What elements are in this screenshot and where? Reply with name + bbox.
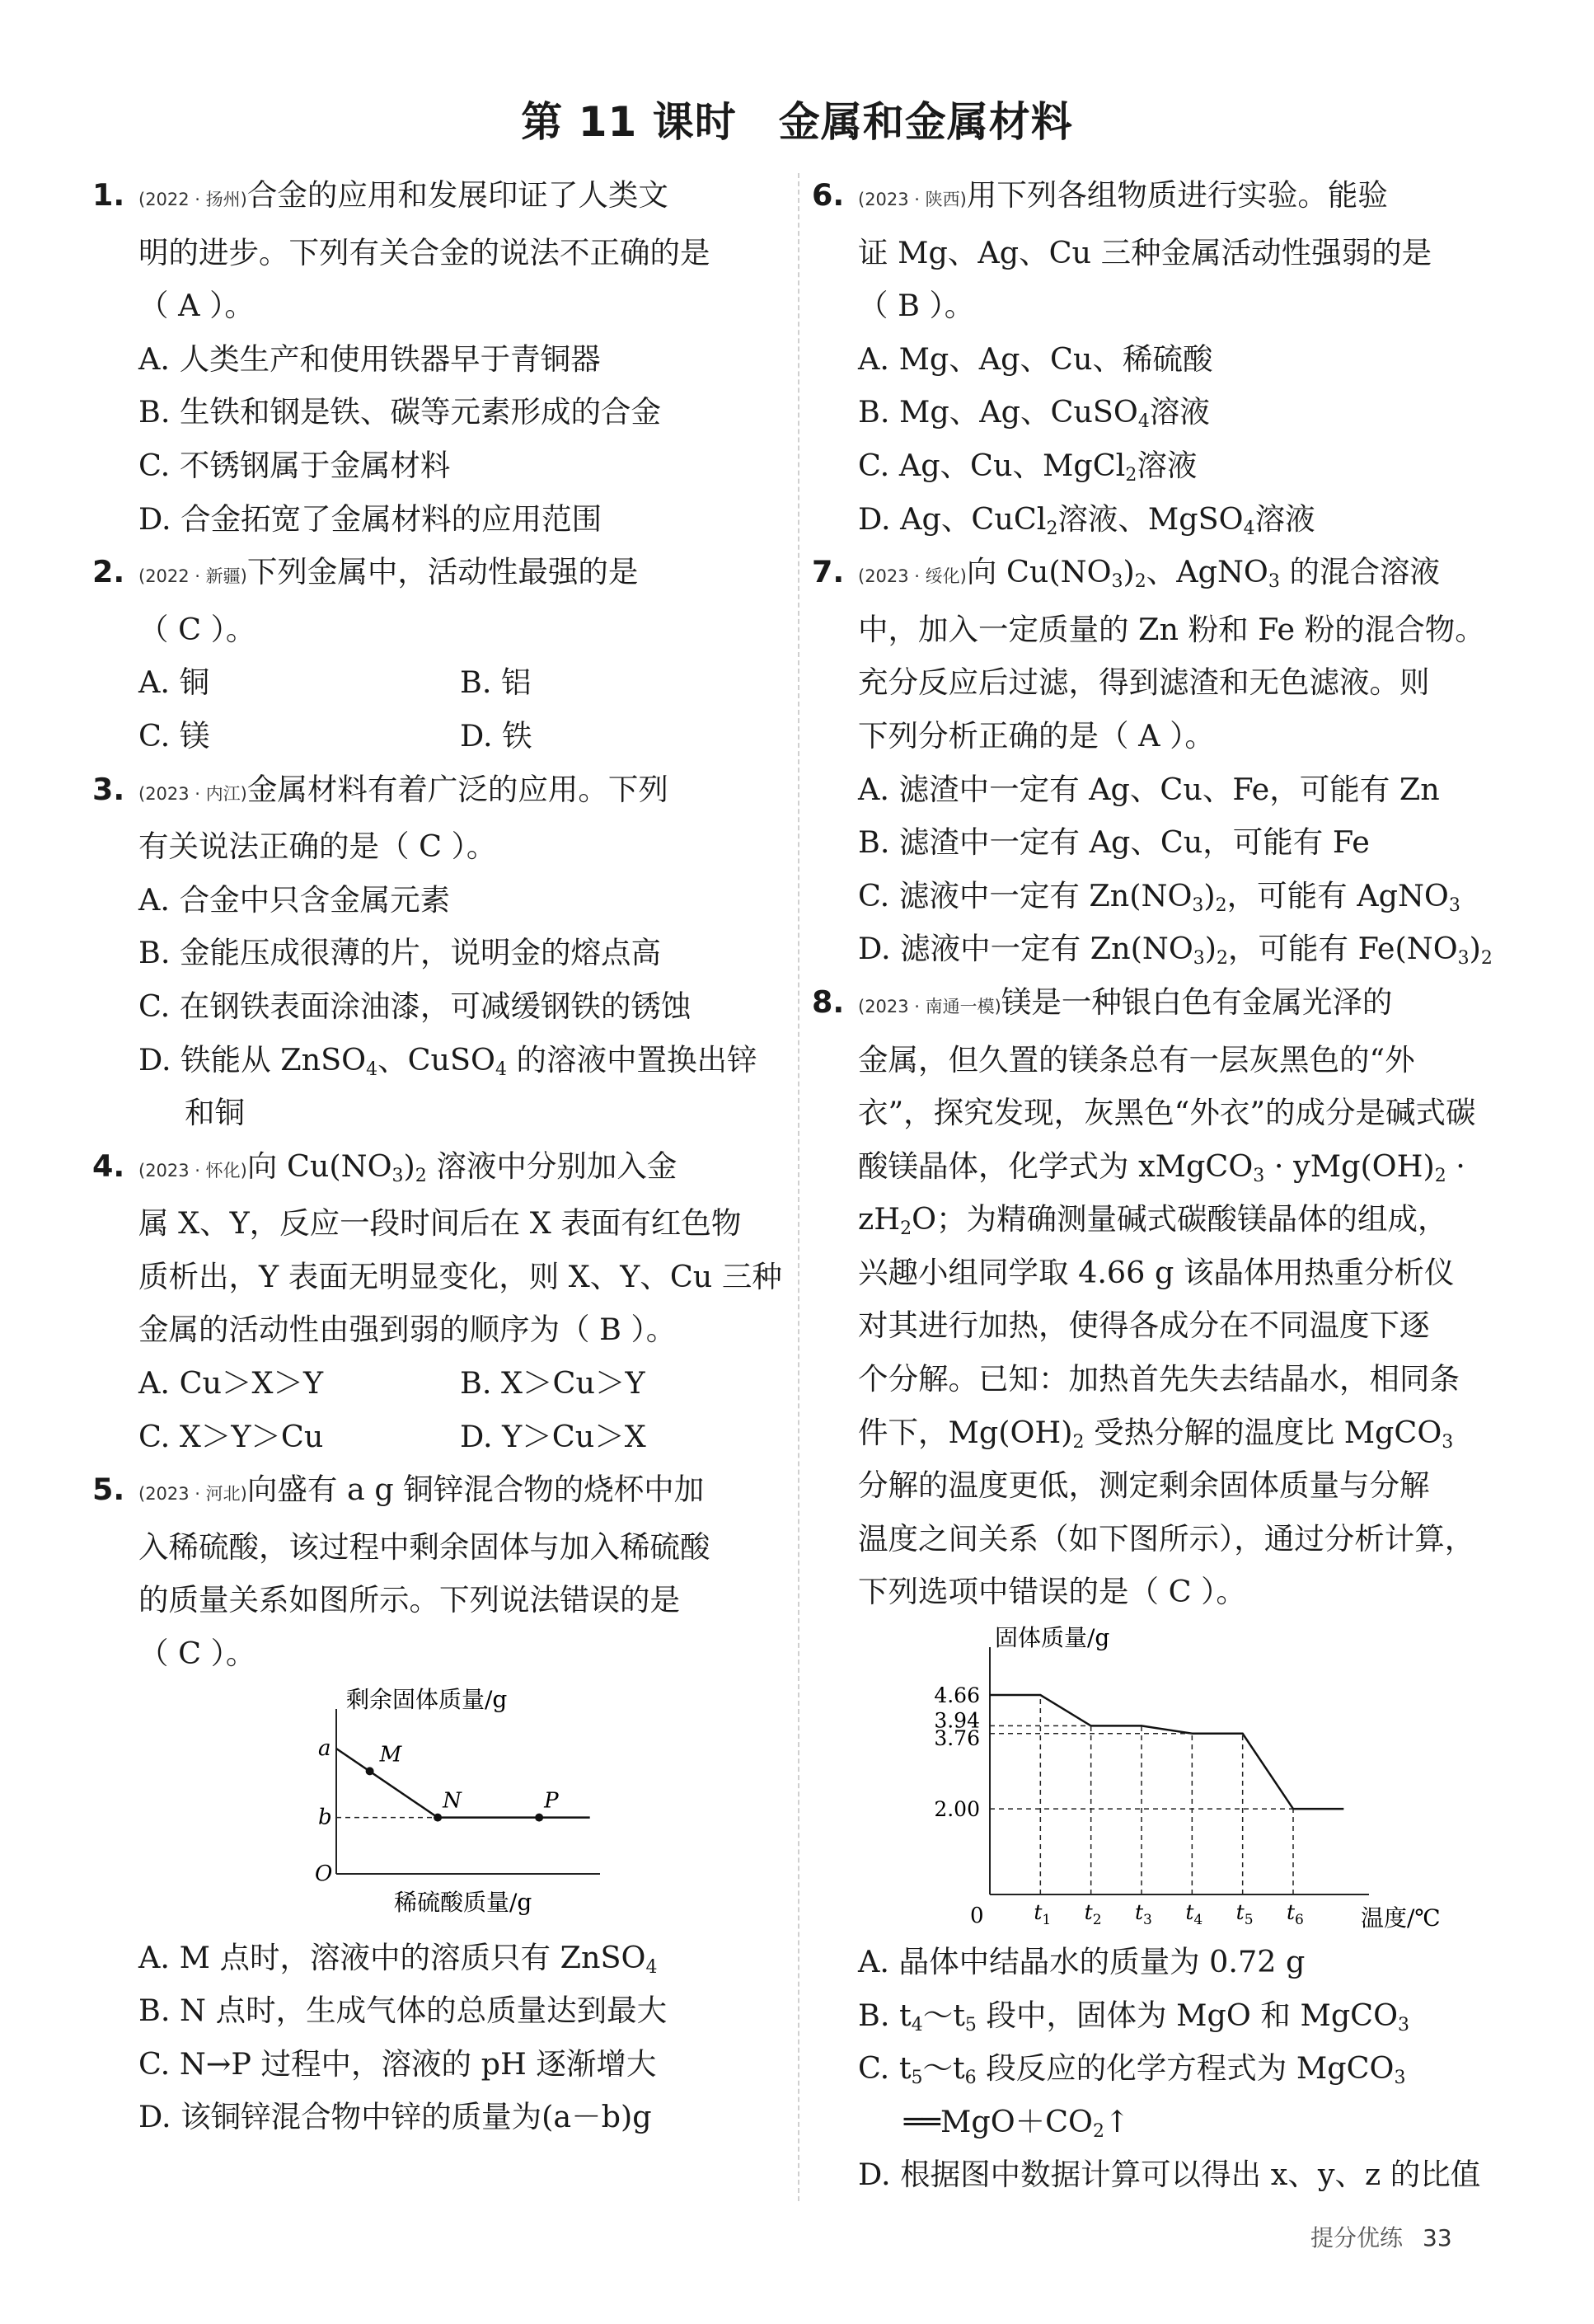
option-c: C. Ag、Cu、MgCl$_2$溶液 [858,447,1198,486]
option-c: C. $t_5\sim t_6$ 段反应的化学方程式为 MgCO$_3$ [858,2050,1406,2089]
option-b: B. N 点时，生成气体的总质量达到最大 [138,1993,668,2029]
page-footer [1310,2220,1452,2253]
question-stem: 衣”，探究发现，灰黑色“外衣”的成分是碱式碳 [858,1095,1476,1131]
question-stem: 用下列各组物质进行实验。能验 [966,177,1388,213]
question-stem: 下列金属中，活动性最强的是 [246,554,639,590]
question-6 [812,169,1512,546]
question-stem: 证 Mg、Ag、Cu 三种金属活动性强弱的是 [858,234,1432,270]
option-a: A. Mg、Ag、Cu、稀硫酸 [858,340,1213,377]
question-1 [92,169,785,546]
data-point [366,1767,374,1775]
y-tick-label: 2.00 [934,1797,980,1822]
option-d: D. 铁能从 ZnSO$_4$、CuSO$_4$ 的溶液中置换出锌 [138,1041,757,1080]
left-column [92,169,785,2144]
question-stem: 温度之间关系（如下图所示），通过分析计算， [858,1520,1475,1556]
question-source: (2023 · 怀化) [138,1160,247,1181]
question-stem: 向盛有 a g 铜锌混合物的烧杯中加 [246,1472,705,1508]
option-c: C. N→P 过程中，溶液的 pH 逐渐增大 [138,2045,657,2082]
question-stem: 质析出，Y 表面无明显变化，则 X、Y、Cu 三种 [138,1258,782,1294]
origin-label: 0 [970,1904,984,1929]
option-b: B. 金能压成很薄的片，说明金的熔点高 [138,935,662,971]
question-stem: 金属材料有着广泛的应用。下列 [246,771,668,807]
option-b: B. 铝 [460,664,532,701]
origin-label: O [315,1861,333,1886]
question-stem: 下列选项中错误的是（ C ）。 [858,1574,1246,1610]
question-stem: 分解的温度更低，测定剩余固体质量与分解 [858,1467,1430,1504]
y-axis-label: 剩余固体质量/g [346,1685,508,1713]
option-b: B. Mg、Ag、CuSO$_4$溶液 [858,394,1210,433]
question-stem: 的质量关系如图所示。下列说法错误的是 [138,1582,680,1618]
question-stem: 有关说法正确的是（ C ）。 [138,829,497,865]
question-stem: 个分解。已知：加热首先失去结晶水，相同条 [858,1361,1460,1397]
question-3 [92,763,785,1140]
column-divider [798,173,799,2201]
option-b: B. $t_4\sim t_5$ 段中，固体为 MgO 和 MgCO$_3$ [858,1997,1410,2035]
x-tick-label: $t_5$ [1235,1900,1254,1929]
y-tick-label: 3.94 [934,1708,980,1733]
question-stem: 兴趣小组同学取 4.66 g 该晶体用热重分析仪 [858,1254,1455,1290]
footer-label: 提分优练 [1310,2224,1404,2251]
y-tick-label: b [318,1805,332,1830]
question-stem: 合金的应用和发展印证了人类文 [246,177,668,213]
question-stem: 明的进步。下列有关合金的说法不正确的是 [138,234,710,270]
data-point [434,1813,442,1821]
option-d: D. 滤液中一定有 $Zn(NO_3)_2$，可能有 $Fe(NO_3)_2$ [858,931,1493,970]
option-d-continued: 和铜 [185,1095,245,1131]
option-a: A. 晶体中结晶水的质量为 0.72 g [858,1944,1306,1980]
option-c: C. 滤液中一定有 $Zn(NO_3)_2$，可能有 AgNO$_3$ [858,877,1460,916]
option-d: D. Y＞Cu＞X [460,1418,646,1454]
option-b: B. X＞Cu＞Y [460,1365,645,1401]
question-source: (2023 · 南通一模) [858,996,1001,1016]
mass-chart-2 [899,1622,1441,1936]
question-number: 2. [92,554,125,590]
question-4: 4. (2023 · 怀化)向 $Cu(NO_3)_2$ 溶液中分别加入金 属 X、Y，反应一段时间后在 X 表面有红色物 质析出，Y 表面无明显变化，则 X、Y、Cu 三种 金属的活动性由强到弱的顺序为（ B ）。 A. Cu＞X＞Y B. X＞Cu＞Y C. X＞Y＞Cu D. Y＞Cu＞X [92,1140,785,1464]
answer-blank: （ B ）。 [858,288,975,324]
option-d: D. Ag、CuCl$_2$溶液、MgSO$_4$溶液 [858,500,1315,539]
page-number: 33 [1423,2224,1452,2251]
page-title: 第 11 课时 金属和金属材料 [521,98,1073,146]
option-a: A. 人类生产和使用铁器早于青铜器 [138,340,601,377]
y-tick-label: a [318,1735,331,1761]
option-d: D. 根据图中数据计算可以得出 x、y、z 的比值 [858,2157,1481,2193]
option-b: B. 滤渣中一定有 Ag、Cu，可能有 Fe [858,824,1370,861]
question-number: 4. [92,1148,125,1184]
question-stem: 中，加入一定质量的 Zn 粉和 Fe 粉的混合物。 [858,611,1485,647]
option-b: B. 生铁和钢是铁、碳等元素形成的合金 [138,394,662,430]
answer-blank: （ C ）。 [138,611,256,647]
series-line [990,1695,1343,1809]
question-source: (2023 · 内江) [138,783,247,804]
x-tick-label: $t_6$ [1287,1900,1304,1929]
option-a: A. Cu＞X＞Y [138,1365,324,1401]
y-tick-label: 3.76 [934,1725,980,1750]
question-stem: 入稀硫酸，该过程中剩余固体与加入稀硫酸 [138,1528,710,1565]
x-tick-label: $t_4$ [1185,1900,1203,1929]
question-number: 5. [92,1472,125,1508]
option-c-continued: $══MgO+CO_2↑$ [904,2103,1130,2142]
question-source: (2023 · 河北) [138,1484,247,1505]
option-c: C. 不锈钢属于金属材料 [138,447,451,483]
question-stem: 镁是一种银白色有金属光泽的 [1001,984,1393,1020]
question-stem: 金属，但久置的镁条总有一层灰黑色的“外 [858,1041,1415,1077]
point-label: N [443,1788,462,1814]
option-a: A. M 点时，溶液中的溶质只有 ZnSO$_4$ [138,1939,658,1978]
y-axis-label: 固体质量/g [995,1624,1110,1652]
question-source: (2022 · 新疆) [138,566,247,587]
question-source: (2022 · 扬州) [138,190,247,209]
option-d: D. 合金拓宽了金属材料的应用范围 [138,500,602,537]
question-7: 7. (2023 · 绥化)向 $Cu(NO_3)_2$、AgNO$_3$ 的混合溶液 中，加入一定质量的 Zn 粉和 Fe 粉的混合物。 充分反应后过滤，得到滤渣和无色滤液。则 下列分析正确的是（ A ）。 A. 滤渣中一定有 Ag、Cu、Fe，可能有 Zn B. 滤渣中一定有 Ag、Cu，可能有 Fe C. 滤液中一定有 $Zn(NO_3)_2$，可能有 AgNO$_3$ D. 滤液中一定有 $Zn(NO_3)_2$，可能有 $Fe(NO_3)_2$ [812,546,1512,976]
question-stem: 下列分析正确的是（ A ）。 [858,717,1215,754]
answer-blank: （ C ）。 [138,1636,256,1672]
question-stem: $zH_2O$；为精确测量碱式碳酸镁晶体的组成， [858,1201,1448,1240]
point-label: M [379,1741,402,1767]
option-c: C. X＞Y＞Cu [138,1418,324,1454]
option-a: A. 铜 [138,664,210,701]
option-c: C. 镁 [138,717,210,754]
data-point [535,1813,543,1821]
x-tick-label: $t_2$ [1084,1900,1102,1929]
question-stem: 对其进行加热，使得各成分在不同温度下逐 [858,1308,1430,1344]
question-stem: 金属的活动性由强到弱的顺序为（ B ）。 [138,1312,677,1348]
option-d: D. 该铜锌混合物中锌的质量为(a－b)g [138,2099,652,2135]
question-source: (2023 · 绥化) [858,566,967,587]
question-stem: 充分反应后过滤，得到滤渣和无色滤液。则 [858,664,1430,701]
question-5 [92,1463,785,2144]
x-axis-label: 温度/℃ [1361,1904,1441,1932]
option-d: D. 铁 [460,717,532,754]
question-8 [812,976,1512,2202]
question-stem: 件下，$Mg(OH)_2$ 受热分解的温度比 MgCO$_3$ [858,1414,1454,1453]
x-tick-label: $t_1$ [1034,1900,1052,1929]
x-tick-label: $t_3$ [1135,1900,1152,1929]
question-stem: 酸镁晶体，化学式为 xMgCO$_3$ · $yMg(OH)_2$ · [858,1148,1465,1186]
right-column [812,169,1512,2202]
question-number: 8. [812,984,845,1020]
point-label: P [544,1788,559,1814]
question-number: 1. [92,177,125,213]
option-c: C. 在钢铁表面涂油漆，可减缓钢铁的锈蚀 [138,988,692,1024]
mass-chart-1 [303,1684,633,1932]
y-tick-label: 4.66 [934,1683,980,1708]
answer-blank: （ A ）。 [138,288,255,324]
question-2 [92,546,785,763]
question-number: 6. [812,177,845,213]
question-stem: 属 X、Y，反应一段时间后在 X 表面有红色物 [138,1205,742,1242]
x-axis-label: 稀硫酸质量/g [394,1888,532,1916]
question-number: 3. [92,771,125,807]
question-number: 7. [812,554,845,590]
option-a: A. 滤渣中一定有 Ag、Cu、Fe，可能有 Zn [858,771,1440,807]
option-a: A. 合金中只含金属元素 [138,881,451,918]
question-source: (2023 · 陕西) [858,190,967,209]
